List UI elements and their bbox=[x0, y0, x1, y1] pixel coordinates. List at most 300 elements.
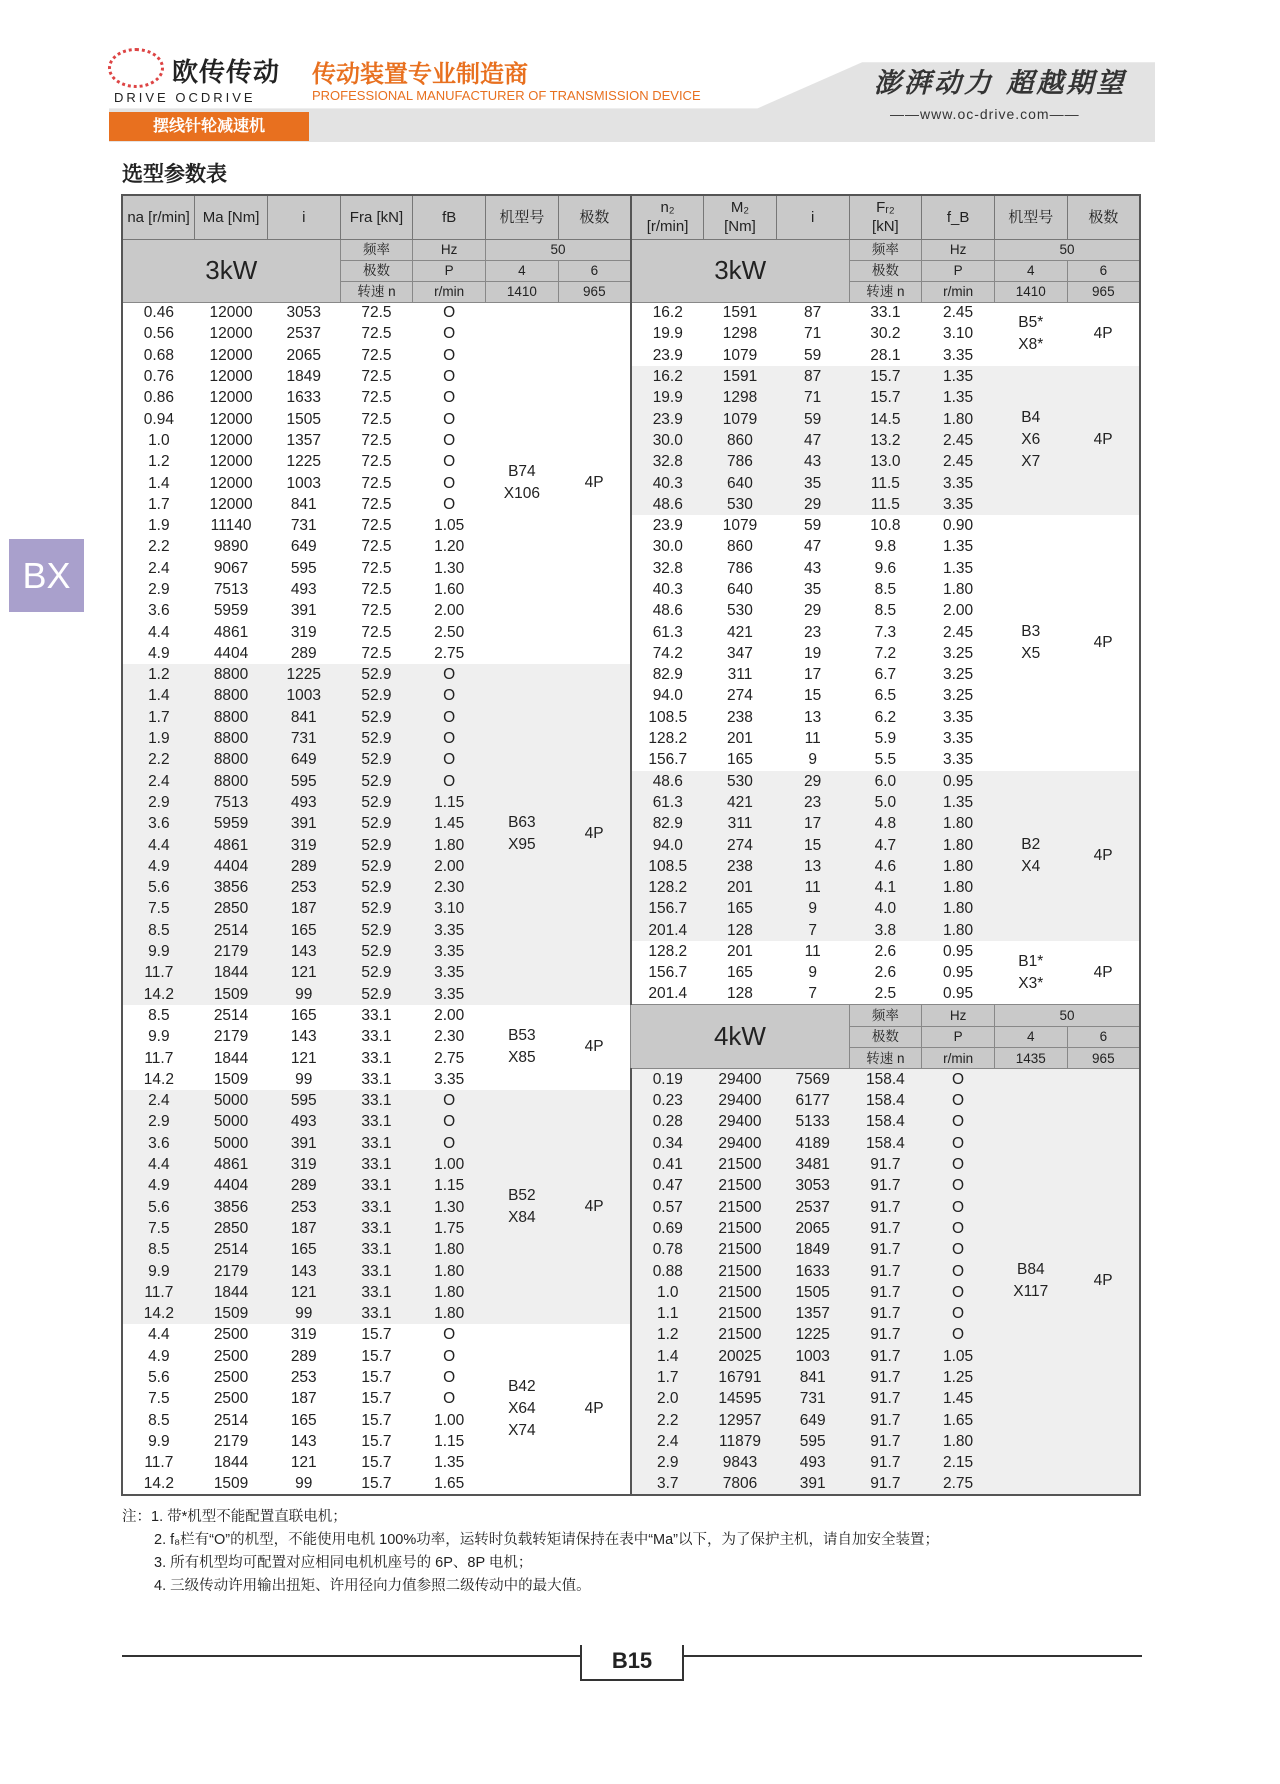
table-cell: 52.9 bbox=[340, 813, 413, 834]
table-cell: 860 bbox=[704, 430, 777, 451]
table-cell: 2.4 bbox=[631, 1431, 704, 1452]
table-cell: 493 bbox=[267, 1111, 340, 1132]
table-cell: 1.80 bbox=[413, 1282, 486, 1303]
table-cell: 15 bbox=[776, 834, 849, 855]
column-header bbox=[122, 195, 195, 239]
table-row bbox=[122, 1260, 1140, 1281]
table-cell: 29400 bbox=[704, 1111, 777, 1132]
table-cell: 156.7 bbox=[631, 749, 704, 770]
table-cell: 0.34 bbox=[631, 1133, 704, 1154]
table-cell: 1.35 bbox=[922, 536, 995, 557]
table-cell: 33.1 bbox=[340, 1005, 413, 1026]
table-cell: 50 bbox=[994, 239, 1140, 260]
table-cell: 3.35 bbox=[922, 728, 995, 749]
table-cell: 91.7 bbox=[849, 1346, 922, 1367]
table-cell: 9 bbox=[776, 962, 849, 983]
table-cell: 3.35 bbox=[413, 941, 486, 962]
table-cell: 33.1 bbox=[340, 1282, 413, 1303]
table-cell: 128.2 bbox=[631, 941, 704, 962]
table-cell: 5959 bbox=[195, 813, 268, 834]
table-cell: 72.5 bbox=[340, 345, 413, 366]
table-cell: 6.7 bbox=[849, 664, 922, 685]
table-cell: 35 bbox=[776, 579, 849, 600]
table-cell: 2.30 bbox=[413, 1026, 486, 1047]
column-header bbox=[558, 195, 631, 239]
table-row bbox=[122, 1218, 1140, 1239]
table-cell: 841 bbox=[267, 707, 340, 728]
table-cell: 841 bbox=[776, 1367, 849, 1388]
table-cell: 640 bbox=[704, 579, 777, 600]
table-cell: 94.0 bbox=[631, 685, 704, 706]
table-cell: 33.1 bbox=[340, 1111, 413, 1132]
table-cell: 9.9 bbox=[122, 1260, 195, 1281]
table-cell: 2.45 bbox=[922, 451, 995, 472]
poles-label: 极数 bbox=[849, 1026, 922, 1047]
table-cell: 9067 bbox=[195, 558, 268, 579]
table-cell: 1.80 bbox=[922, 1431, 995, 1452]
column-header-label: Ma [Nm] bbox=[202, 208, 260, 226]
table-cell: 28.1 bbox=[849, 345, 922, 366]
table-cell: 0.86 bbox=[122, 387, 195, 408]
table-cell: 91.7 bbox=[849, 1409, 922, 1430]
table-cell: O bbox=[413, 472, 486, 493]
table-row bbox=[122, 771, 1140, 792]
table-cell: 72.5 bbox=[340, 536, 413, 557]
table-cell: 8800 bbox=[195, 685, 268, 706]
table-cell: 4.9 bbox=[122, 1346, 195, 1367]
table-cell: 3.6 bbox=[122, 1133, 195, 1154]
table-cell: 2.0 bbox=[631, 1388, 704, 1409]
company-logo bbox=[108, 44, 288, 108]
table-cell: 0.88 bbox=[631, 1260, 704, 1281]
speed-label: 转速 n bbox=[849, 281, 922, 302]
table-cell: 3856 bbox=[195, 1196, 268, 1217]
table-cell: 3.10 bbox=[922, 323, 995, 344]
table-cell: 21500 bbox=[704, 1218, 777, 1239]
table-cell: 1.4 bbox=[631, 1346, 704, 1367]
table-cell: 7513 bbox=[195, 792, 268, 813]
table-cell: 158.4 bbox=[849, 1111, 922, 1132]
table-cell: 23 bbox=[776, 792, 849, 813]
table-cell: 1591 bbox=[704, 366, 777, 387]
table-cell: 52.9 bbox=[340, 749, 413, 770]
table-cell: 2514 bbox=[195, 1239, 268, 1260]
table-cell: 4.8 bbox=[849, 813, 922, 834]
table-cell: 158.4 bbox=[849, 1133, 922, 1154]
table-cell: 493 bbox=[267, 579, 340, 600]
table-cell: 8.5 bbox=[849, 600, 922, 621]
table-cell: 4861 bbox=[195, 1154, 268, 1175]
table-cell: 2.75 bbox=[413, 643, 486, 664]
table-cell: 311 bbox=[704, 813, 777, 834]
speed-label: 转速 n bbox=[340, 281, 413, 302]
table-cell: 5.5 bbox=[849, 749, 922, 770]
table-cell: 11.5 bbox=[849, 494, 922, 515]
table-cell: 14.2 bbox=[122, 1473, 195, 1494]
table-cell: 238 bbox=[704, 707, 777, 728]
table-cell: 289 bbox=[267, 643, 340, 664]
table-cell: 52.9 bbox=[340, 984, 413, 1005]
column-header-label: i bbox=[302, 208, 306, 226]
table-cell: 5.6 bbox=[122, 1367, 195, 1388]
pole-count: 4P bbox=[1067, 302, 1140, 366]
table-cell: 6 bbox=[1067, 1026, 1140, 1047]
table-cell: 0.69 bbox=[631, 1218, 704, 1239]
table-cell: 965 bbox=[558, 281, 631, 302]
column-header-label: Fra [kN] bbox=[349, 208, 404, 226]
table-cell: 52.9 bbox=[340, 898, 413, 919]
table-cell: 1.45 bbox=[922, 1388, 995, 1409]
table-cell: 2.2 bbox=[122, 536, 195, 557]
page-number: B15 bbox=[580, 1645, 684, 1681]
table-cell: 12000 bbox=[195, 387, 268, 408]
table-cell: 11.7 bbox=[122, 1047, 195, 1068]
pole-count: 4P bbox=[558, 1324, 631, 1494]
table-cell: 0.47 bbox=[631, 1175, 704, 1196]
table-cell: 143 bbox=[267, 1431, 340, 1452]
table-row bbox=[122, 1452, 1140, 1473]
table-cell: 731 bbox=[267, 728, 340, 749]
table-row bbox=[122, 1175, 1140, 1196]
power-header-row bbox=[122, 239, 1140, 260]
table-row bbox=[122, 345, 1140, 366]
table-cell: 19 bbox=[776, 643, 849, 664]
table-cell: 421 bbox=[704, 621, 777, 642]
table-cell: 15.7 bbox=[849, 366, 922, 387]
table-cell: 8800 bbox=[195, 771, 268, 792]
table-cell: 8.5 bbox=[122, 1409, 195, 1430]
table-cell: 48.6 bbox=[631, 771, 704, 792]
header-row bbox=[122, 195, 1140, 239]
column-header-label: 机型号 bbox=[499, 208, 545, 226]
table-cell: 5133 bbox=[776, 1111, 849, 1132]
table-cell: 3.25 bbox=[922, 685, 995, 706]
table-cell: 187 bbox=[267, 898, 340, 919]
table-cell: 2.45 bbox=[922, 302, 995, 323]
table-cell: 12000 bbox=[195, 323, 268, 344]
table-row bbox=[122, 1303, 1140, 1324]
table-cell: 4.4 bbox=[122, 1324, 195, 1345]
table-cell: 52.9 bbox=[340, 728, 413, 749]
table-cell: 165 bbox=[267, 1409, 340, 1430]
table-cell: 530 bbox=[704, 771, 777, 792]
table-cell: 4404 bbox=[195, 643, 268, 664]
table-cell: O bbox=[413, 685, 486, 706]
table-cell: 23.9 bbox=[631, 515, 704, 536]
table-cell: 21500 bbox=[704, 1239, 777, 1260]
note: 2. f₈栏有“O”的机型，不能使用电机 100%功率，运转时负载转矩请保持在表中“Ma”以下，为了保护主机，请自加安全装置； bbox=[154, 1531, 940, 1548]
table-cell: 72.5 bbox=[340, 323, 413, 344]
table-cell: 11 bbox=[776, 941, 849, 962]
table-cell: 72.5 bbox=[340, 408, 413, 429]
table-cell: 72.5 bbox=[340, 558, 413, 579]
table-cell: 2.15 bbox=[922, 1452, 995, 1473]
table-cell: 0.23 bbox=[631, 1090, 704, 1111]
table-cell: 61.3 bbox=[631, 621, 704, 642]
table-cell: 14.2 bbox=[122, 1069, 195, 1090]
freq-label: 频率 bbox=[849, 239, 922, 260]
table-row bbox=[122, 834, 1140, 855]
table-cell: 7569 bbox=[776, 1069, 849, 1090]
table-cell: 7513 bbox=[195, 579, 268, 600]
table-cell: 33.1 bbox=[340, 1133, 413, 1154]
note: 注：1. 带*机型不能配置直联电机； bbox=[122, 1508, 347, 1525]
table-cell: 72.5 bbox=[340, 302, 413, 323]
table-cell: 52.9 bbox=[340, 664, 413, 685]
pole-count: 4P bbox=[558, 302, 631, 664]
table-cell: 2850 bbox=[195, 1218, 268, 1239]
power-label: 3kW bbox=[122, 239, 340, 302]
table-cell: 6 bbox=[1067, 260, 1140, 281]
table-cell: 3.7 bbox=[631, 1473, 704, 1494]
table-cell: 1.25 bbox=[922, 1367, 995, 1388]
column-header-label: f_B bbox=[946, 208, 970, 226]
table-cell: 12000 bbox=[195, 451, 268, 472]
table-cell: 121 bbox=[267, 1282, 340, 1303]
table-cell: 43 bbox=[776, 451, 849, 472]
column-header-label: Fᵣ₂ [kN] bbox=[872, 199, 899, 236]
table-cell: 786 bbox=[704, 558, 777, 579]
table-cell: 2.45 bbox=[922, 430, 995, 451]
table-cell: 7 bbox=[776, 920, 849, 941]
table-cell: 274 bbox=[704, 685, 777, 706]
table-cell: 0.95 bbox=[922, 771, 995, 792]
table-cell: 52.9 bbox=[340, 962, 413, 983]
table-cell: 1844 bbox=[195, 1047, 268, 1068]
table-cell: 4.4 bbox=[122, 834, 195, 855]
table-cell: 1.35 bbox=[922, 366, 995, 387]
table-cell: 1079 bbox=[704, 408, 777, 429]
table-cell: 0.41 bbox=[631, 1154, 704, 1175]
table-cell: 48.6 bbox=[631, 600, 704, 621]
table-cell: 2179 bbox=[195, 1026, 268, 1047]
table-cell: 5.0 bbox=[849, 792, 922, 813]
table-row bbox=[122, 408, 1140, 429]
table-cell: O bbox=[922, 1111, 995, 1132]
table-cell: 30.0 bbox=[631, 536, 704, 557]
table-cell: 2514 bbox=[195, 1409, 268, 1430]
table-cell: 1357 bbox=[776, 1303, 849, 1324]
table-cell: 108.5 bbox=[631, 707, 704, 728]
table-cell: 87 bbox=[776, 302, 849, 323]
column-header-label: i bbox=[811, 208, 815, 226]
table-cell: P bbox=[413, 260, 486, 281]
table-cell: 2.9 bbox=[122, 792, 195, 813]
table-cell: 5000 bbox=[195, 1111, 268, 1132]
table-cell: 595 bbox=[267, 558, 340, 579]
table-cell: O bbox=[413, 771, 486, 792]
table-cell: O bbox=[922, 1260, 995, 1281]
table-cell: 91.7 bbox=[849, 1282, 922, 1303]
table-cell: r/min bbox=[413, 281, 486, 302]
table-cell: 128 bbox=[704, 920, 777, 941]
table-cell: 201 bbox=[704, 941, 777, 962]
table-cell: 4 bbox=[486, 260, 559, 281]
table-cell: 8.5 bbox=[849, 579, 922, 600]
table-cell: 1.7 bbox=[122, 494, 195, 515]
table-cell: O bbox=[922, 1324, 995, 1345]
table-cell: 21500 bbox=[704, 1324, 777, 1345]
table-cell: 128.2 bbox=[631, 877, 704, 898]
table-cell: O bbox=[922, 1218, 995, 1239]
table-cell: 1.2 bbox=[122, 451, 195, 472]
table-cell: 91.7 bbox=[849, 1303, 922, 1324]
table-cell: 16.2 bbox=[631, 302, 704, 323]
table-row bbox=[122, 749, 1140, 770]
table-cell: 1.80 bbox=[413, 1239, 486, 1260]
table-cell: 0.19 bbox=[631, 1069, 704, 1090]
table-cell: 8800 bbox=[195, 749, 268, 770]
table-cell: 14.2 bbox=[122, 1303, 195, 1324]
model-number: B53 X85 bbox=[486, 1005, 559, 1090]
table-cell: 12000 bbox=[195, 430, 268, 451]
table-cell: 72.5 bbox=[340, 621, 413, 642]
table-cell: 1.35 bbox=[922, 558, 995, 579]
model-number: B84 X117 bbox=[994, 1069, 1067, 1495]
table-cell: 52.9 bbox=[340, 920, 413, 941]
table-cell: Hz bbox=[922, 1005, 995, 1026]
table-cell: 52.9 bbox=[340, 792, 413, 813]
table-cell: 289 bbox=[267, 856, 340, 877]
table-cell: 1849 bbox=[776, 1239, 849, 1260]
table-row bbox=[122, 1069, 1140, 1090]
table-cell: 29 bbox=[776, 600, 849, 621]
table-row bbox=[122, 1111, 1140, 1132]
column-header-label: fB bbox=[442, 208, 457, 226]
table-cell: 1225 bbox=[267, 451, 340, 472]
table-cell: 0.46 bbox=[122, 302, 195, 323]
model-number: B63 X95 bbox=[486, 664, 559, 1005]
table-cell: 48.6 bbox=[631, 494, 704, 515]
model-number: B4 X6 X7 bbox=[994, 366, 1067, 515]
model-number: B52 X84 bbox=[486, 1090, 559, 1324]
column-header bbox=[631, 195, 704, 239]
table-cell: 33.1 bbox=[340, 1196, 413, 1217]
table-cell: 4.4 bbox=[122, 621, 195, 642]
column-header bbox=[486, 195, 559, 239]
table-cell: 319 bbox=[267, 1324, 340, 1345]
table-cell: O bbox=[413, 408, 486, 429]
table-cell: 72.5 bbox=[340, 366, 413, 387]
table-cell: 1.80 bbox=[922, 877, 995, 898]
table-cell: 1509 bbox=[195, 1069, 268, 1090]
table-cell: 21500 bbox=[704, 1175, 777, 1196]
table-cell: 29400 bbox=[704, 1069, 777, 1090]
table-cell: 0.68 bbox=[122, 345, 195, 366]
table-cell: 1633 bbox=[267, 387, 340, 408]
table-cell: 15.7 bbox=[340, 1367, 413, 1388]
table-cell: 3481 bbox=[776, 1154, 849, 1175]
table-cell: 4.4 bbox=[122, 1154, 195, 1175]
table-row bbox=[122, 323, 1140, 344]
column-header-label: 极数 bbox=[1088, 208, 1119, 226]
table-cell: 1591 bbox=[704, 302, 777, 323]
table-cell: 595 bbox=[267, 1090, 340, 1111]
table-cell: 91.7 bbox=[849, 1473, 922, 1494]
model-number: B2 X4 bbox=[994, 771, 1067, 941]
table-cell: 2.6 bbox=[849, 962, 922, 983]
table-cell: 32.8 bbox=[631, 451, 704, 472]
logo-text: 欧传传动 bbox=[172, 57, 281, 87]
table-cell: 74.2 bbox=[631, 643, 704, 664]
table-cell: 91.7 bbox=[849, 1218, 922, 1239]
table-cell: 72.5 bbox=[340, 579, 413, 600]
table-cell: 165 bbox=[704, 898, 777, 919]
table-cell: 0.95 bbox=[922, 984, 995, 1005]
table-cell: 15.7 bbox=[340, 1324, 413, 1345]
table-cell: 1.05 bbox=[922, 1346, 995, 1367]
table-cell: O bbox=[922, 1133, 995, 1154]
table-cell: 1.80 bbox=[922, 834, 995, 855]
table-cell: 2065 bbox=[776, 1218, 849, 1239]
table-cell: 1410 bbox=[994, 281, 1067, 302]
table-cell: 82.9 bbox=[631, 813, 704, 834]
table-cell: 319 bbox=[267, 1154, 340, 1175]
table-cell: 0.28 bbox=[631, 1111, 704, 1132]
table-cell: 595 bbox=[267, 771, 340, 792]
table-cell: 1.4 bbox=[122, 685, 195, 706]
column-header bbox=[994, 195, 1067, 239]
table-cell: 731 bbox=[776, 1388, 849, 1409]
table-cell: 2.00 bbox=[413, 1005, 486, 1026]
table-cell: 2.6 bbox=[849, 941, 922, 962]
table-row bbox=[122, 558, 1140, 579]
table-cell: 2.75 bbox=[413, 1047, 486, 1068]
table-cell: 72.5 bbox=[340, 472, 413, 493]
table-row bbox=[122, 962, 1140, 983]
column-header bbox=[413, 195, 486, 239]
table-cell: 4.9 bbox=[122, 643, 195, 664]
table-row bbox=[122, 1239, 1140, 1260]
table-cell: 0.95 bbox=[922, 941, 995, 962]
selection-table bbox=[121, 194, 1141, 1496]
table-row bbox=[122, 579, 1140, 600]
table-cell: 1.0 bbox=[122, 430, 195, 451]
table-cell: O bbox=[413, 1111, 486, 1132]
table-cell: 2537 bbox=[267, 323, 340, 344]
model-number: B3 X5 bbox=[994, 515, 1067, 771]
table-cell: O bbox=[413, 1090, 486, 1111]
table-cell: 21500 bbox=[704, 1196, 777, 1217]
table-cell: 2.4 bbox=[122, 771, 195, 792]
table-cell: 3053 bbox=[776, 1175, 849, 1196]
side-tab: BX bbox=[9, 539, 84, 612]
table-row bbox=[122, 728, 1140, 749]
table-cell: 52.9 bbox=[340, 856, 413, 877]
column-header-label: na [r/min] bbox=[127, 208, 190, 226]
table-cell: 347 bbox=[704, 643, 777, 664]
table-row bbox=[122, 1409, 1140, 1430]
table-cell: 2514 bbox=[195, 920, 268, 941]
table-cell: 1.80 bbox=[922, 408, 995, 429]
table-cell: O bbox=[922, 1282, 995, 1303]
table-cell: 33.1 bbox=[340, 1026, 413, 1047]
table-cell: 4.9 bbox=[122, 1175, 195, 1196]
table-cell: 253 bbox=[267, 1367, 340, 1388]
table-cell: 0.57 bbox=[631, 1196, 704, 1217]
table-cell: 1.65 bbox=[413, 1473, 486, 1494]
table-row bbox=[122, 941, 1140, 962]
slogan-en: PROFESSIONAL MANUFACTURER OF TRANSMISSION DEVICE bbox=[312, 88, 701, 103]
table-row bbox=[122, 494, 1140, 515]
table-cell: O bbox=[413, 494, 486, 515]
table-cell: 91.7 bbox=[849, 1196, 922, 1217]
table-cell: 530 bbox=[704, 600, 777, 621]
table-cell: 3.6 bbox=[122, 813, 195, 834]
table-cell: 493 bbox=[267, 792, 340, 813]
table-row bbox=[122, 984, 1140, 1005]
pole-count: 4P bbox=[1067, 515, 1140, 771]
